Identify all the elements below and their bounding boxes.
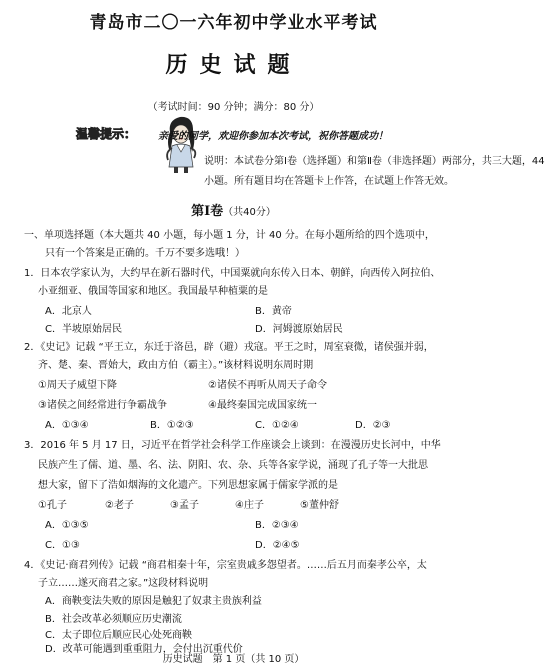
subject-title: 历史试题 — [165, 52, 302, 78]
q3-statement-2: ②老子 — [105, 500, 134, 511]
q3-statement-3: ③孟子 — [170, 500, 199, 511]
q2-statement-2: ②诸侯不再听从周天子命令 — [208, 380, 327, 391]
tip-greeting: 亲爱的同学，欢迎你参加本次考试，祝你答题成功！ — [158, 131, 388, 142]
section-title-text: 第Ⅰ卷 — [191, 204, 224, 219]
q4-option-b: B．社会改革必须顺应历史潮流 — [45, 614, 182, 625]
q3-option-d: D．②④⑤ — [255, 540, 300, 551]
student-mascot-icon — [160, 112, 202, 174]
q2-stem-line1: 2．《史记》记载 “平王立，东迁于洛邑，辟（避）戎寇。平王之时，周室衰微，诸侯强并弱， — [24, 342, 434, 353]
q2-statement-1: ①周天子威望下降 — [38, 380, 117, 391]
tip-label-text: 温馨提示： — [75, 127, 137, 141]
q2-option-c: C．①②④ — [255, 420, 299, 431]
tip-label-graphic — [70, 125, 142, 141]
q1-option-b: B．黄帝 — [255, 306, 292, 317]
instructions-line2: 只有一个答案是正确的。千万不要多选哦！） — [45, 248, 245, 259]
q3-statement-1: ①孔子 — [38, 500, 67, 511]
q3-option-c: C．①③ — [45, 540, 80, 551]
section-points: （共40分） — [223, 207, 276, 218]
instruction-note-line1: 说明：本试卷分第Ⅰ卷（选择题）和第Ⅱ卷（非选择题）两部分，共三大题，44 — [204, 156, 545, 167]
instruction-note-line2: 小题。所有题目均在答题卡上作答，在试题上作答无效。 — [204, 176, 454, 187]
q4-stem-line1: 4．《史记·商君列传》记载 “商君相秦十年，宗室贵戚多怨望者。……后五月而秦孝公卒，太 — [24, 560, 427, 571]
exam-time-info: （考试时间：90 分钟；满分：80 分） — [147, 102, 320, 113]
q1-stem-line2: 小亚细亚、俄国等国家和地区。我国最早种植粟的是 — [38, 286, 268, 297]
q2-stem-line2: 齐、楚、秦、晋始大，政由方伯（霸主）。”该材料说明东周时期 — [38, 360, 314, 371]
q2-option-d: D．②③ — [355, 420, 391, 431]
q2-statement-3: ③诸侯之间经常进行争霸战争 — [38, 400, 167, 411]
q1-option-c: C．半坡原始居民 — [45, 324, 122, 335]
q3-statement-5: ⑤董仲舒 — [300, 500, 339, 511]
section-title — [0, 200, 467, 219]
q3-stem-line1: 3．2016 年 5 月 17 日，习近平在哲学社会科学工作座谈会上谈到：在漫漫历史长河中，中华 — [24, 440, 441, 451]
q1-option-d: D．河姆渡原始居民 — [255, 324, 343, 335]
q2-option-a: A．①③④ — [45, 420, 89, 431]
tip-label — [70, 125, 142, 141]
q3-option-a: A．①③⑤ — [45, 520, 89, 531]
q1-stem-line1: 1．日本农学家认为，大约早在新石器时代，中国粟就向东传入日本、朝鲜，向西传入阿拉伯、 — [24, 268, 441, 279]
q4-option-c: C．太子即位后顺应民心处死商鞅 — [45, 630, 192, 641]
instructions-line1: 一、单项选择题（本大题共 40 小题，每小题 1 分，计 40 分。在每小题所给的四个选项中， — [24, 230, 435, 241]
q3-option-b: B．②③④ — [255, 520, 299, 531]
q3-statement-4: ④庄子 — [235, 500, 264, 511]
q4-option-a: A．商鞅变法失败的原因是触犯了奴隶主贵族利益 — [45, 596, 262, 607]
q3-stem-line2: 民族产生了儒、道、墨、名、法、阴阳、农、杂、兵等各家学说，涌现了孔子等一大批思 — [38, 460, 428, 471]
q1-option-a: A．北京人 — [45, 306, 92, 317]
q3-stem-line3: 想大家，留下了浩如烟海的文化遗产。下列思想家属于儒家学派的是 — [38, 480, 338, 491]
q2-statement-4: ④最终秦国完成国家统一 — [208, 400, 317, 411]
q4-stem-line2: 子立……遂灭商君之家。”这段材料说明 — [38, 578, 209, 589]
q4-option-d: D．改革可能遇到重重阻力，会付出沉重代价 — [45, 644, 243, 655]
exam-title: 青岛市二〇一六年初中学业水平考试 — [89, 13, 378, 33]
page-footer: 历史试题 第 1 页（共 10 页） — [162, 654, 305, 665]
q2-option-b: B．①②③ — [150, 420, 194, 431]
